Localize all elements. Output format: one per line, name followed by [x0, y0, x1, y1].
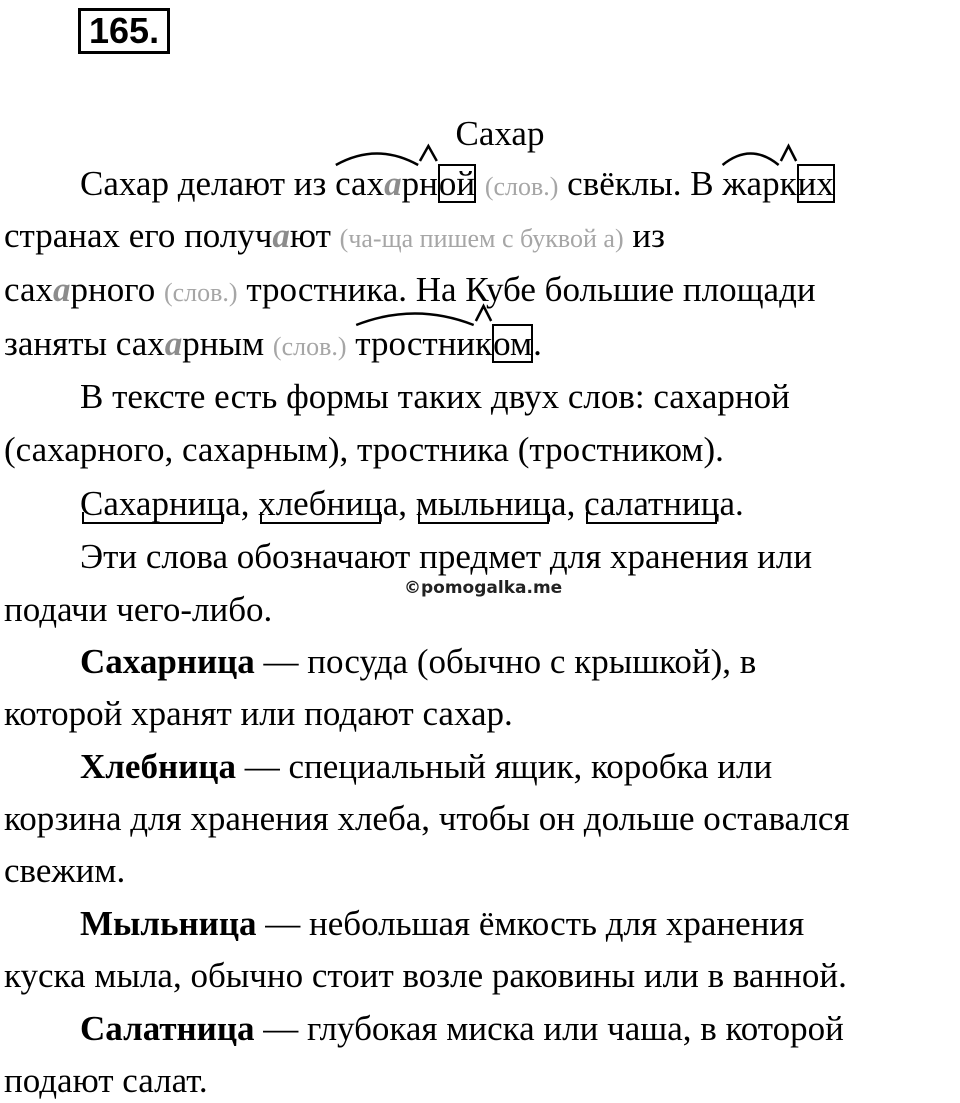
root-mark-zharkih: жар	[722, 162, 779, 206]
definition-salatnitsa-line-2: подают салат.	[4, 1061, 208, 1100]
text-fragment: .	[533, 324, 542, 363]
suffix-mark: н	[419, 162, 438, 206]
p1-line-4	[4, 322, 542, 369]
text-fragment: рным	[182, 324, 273, 363]
exercise-number: 165.	[78, 8, 170, 54]
root-arc	[722, 150, 779, 166]
definition-hlebnitsa-line-3: свежим.	[4, 851, 126, 890]
text-fragment: сах	[4, 270, 53, 309]
text-fragment: ют	[289, 216, 340, 255]
stem-mark-saharnitsa: Сахарниц	[80, 484, 226, 523]
p4-line-1: Эти слова обозначают предмет для хранения или	[80, 537, 813, 576]
definition-saharnitsa-line-2: которой хранят или подают сахар.	[4, 694, 513, 733]
highlighted-vowel: а	[272, 216, 290, 255]
suffix-caret	[780, 144, 797, 162]
definition-mylnitsa-line-2: куска мыла, обычно стоит возле раковины или в ванной.	[4, 956, 847, 995]
definition-hlebnitsa-line-2: корзина для хранения хлеба, чтобы он дольше оставался	[4, 799, 850, 838]
ending-box: ой	[438, 164, 476, 203]
root-mark-saharnoy: сахар	[335, 162, 419, 206]
suffix-caret	[475, 304, 492, 322]
text-fragment: рного	[70, 270, 164, 309]
definition-term: Хлебница	[80, 747, 236, 786]
dictionary-note: (слов.)	[484, 172, 559, 201]
ending-box: ом	[493, 324, 533, 363]
root-arc	[335, 150, 419, 166]
text-title: Сахар	[455, 114, 545, 153]
highlighted-vowel: а	[53, 270, 71, 309]
stem-mark-hlebnitsa: хлебниц	[258, 484, 383, 523]
suffix-caret	[419, 144, 438, 162]
p4-line-2: подачи чего-либо.	[4, 590, 273, 629]
p1-line-1	[80, 162, 835, 209]
definition-mylnitsa-line-1: Мыльница — небольшая ёмкость для хранения	[80, 904, 805, 943]
stem-bracket	[586, 512, 717, 524]
text-fragment: тростника. На Кубе большие площади	[237, 270, 816, 309]
p3-word-list: Сахарниц а, хлебниц а, мыльниц а, салатниц а.	[80, 482, 744, 526]
stem-bracket	[82, 512, 223, 524]
definition-term: Сахарница	[80, 642, 255, 681]
definition-hlebnitsa-line-1: Хлебница — специальный ящик, коробка или	[80, 747, 773, 786]
text-fragment: свёклы. В	[558, 164, 723, 203]
stem-bracket	[260, 512, 381, 524]
p2-line-2: (сахарного, сахарным), тростника (тростником).	[4, 430, 724, 469]
suffix-mark: к	[780, 162, 797, 206]
text-fragment: Сахар делают из	[80, 164, 336, 203]
p1-line-2	[4, 214, 665, 261]
p1-line-3	[4, 268, 816, 315]
highlighted-vowel: а	[164, 324, 183, 363]
rule-note: (ча-ща пишем с буквой а)	[339, 224, 624, 253]
root-mark-trostnikom: тростни	[355, 322, 475, 366]
text-fragment: странах его получ	[4, 216, 273, 255]
definition-term: Мыльница	[80, 904, 257, 943]
definition-salatnitsa-line-1: Салатница — глубокая миска или чаша, в которой	[80, 1009, 844, 1048]
definition-term: Салатница	[80, 1009, 255, 1048]
stem-mark-mylnitsa: мыльниц	[415, 484, 552, 523]
dictionary-note: (слов.)	[163, 278, 238, 307]
dictionary-note: (слов.)	[272, 332, 347, 361]
stem-mark-salatnitsa: салатниц	[584, 484, 720, 523]
definition-saharnitsa-line-1: Сахарница — посуда (обычно с крышкой), в	[80, 642, 757, 681]
watermark: ©pomogalka.me	[404, 578, 563, 598]
text-fragment: из	[623, 216, 665, 255]
p2-line-1: В тексте есть формы таких двух слов: сахарной	[80, 377, 790, 416]
text-fragment: заняты сах	[4, 324, 165, 363]
suffix-mark: к	[475, 322, 492, 366]
root-arc	[355, 310, 475, 326]
ending-box: их	[797, 164, 834, 203]
stem-bracket	[418, 512, 549, 524]
